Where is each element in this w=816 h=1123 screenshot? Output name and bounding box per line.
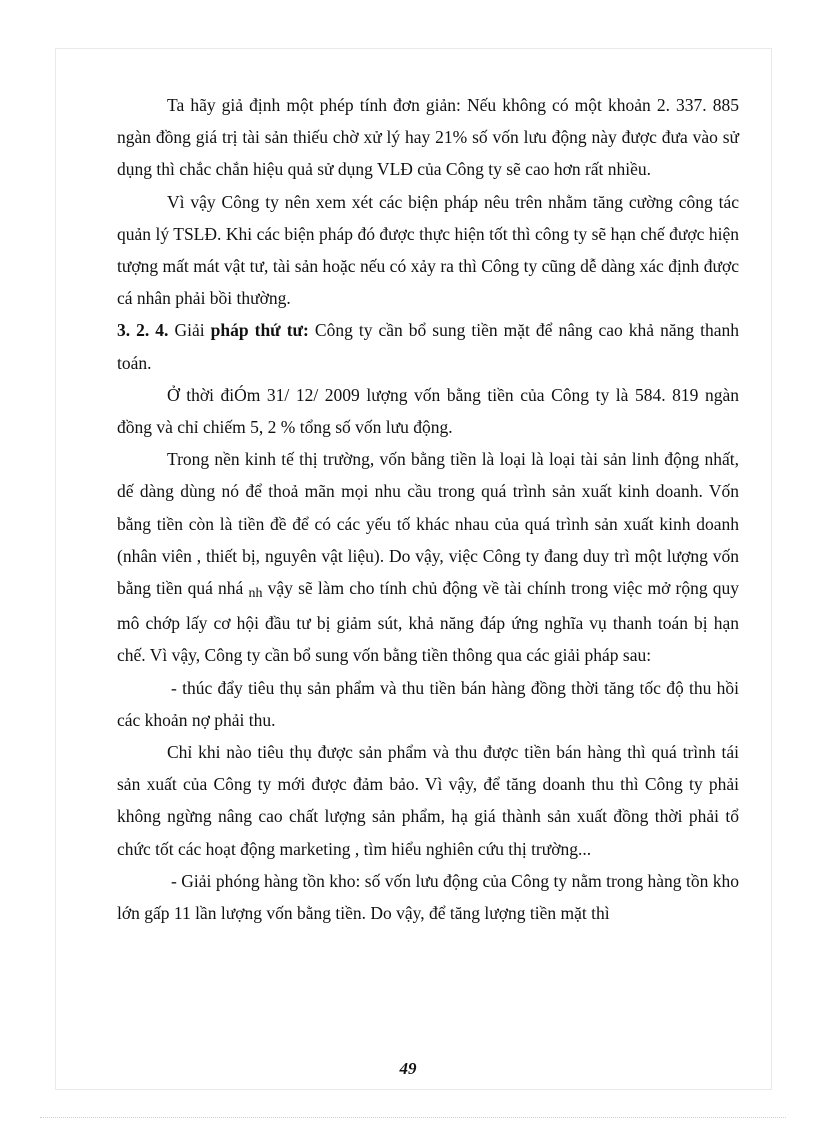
paragraph-2: Vì vậy Công ty nên xem xét các biện pháp nêu trên nhằm tăng cường công tác quản lý TSLĐ. Khi các biện pháp đó được thực hiện tốt thì công ty sẽ hạn chế được hiện tượng mất mát vật tư, tài sản hoặc nếu có xảy ra thì Công ty cũng dễ dàng xác định được cá nhân phải bồi thường. <box>117 191 739 309</box>
section-heading <box>117 314 739 378</box>
heading-number: 3. 2. 4. <box>117 320 169 341</box>
inline-small-text: nh <box>248 586 263 602</box>
paragraph-5-part-a: Trong nền kinh tế thị trường, vốn bằng tiền là loại là loại tài sản linh động nhất, dế dàng dùng nó để thoả mãn mọi nhu cầu trong quá trình sản xuất kinh doanh. Vốn bằng tiền còn là tiền đề để có các yếu tố khác nhau của quá trình sản xuất kinh doanh (nhân viên , thiết bị, nguyên vật liệu). Do vậy, việc Công ty đang duy trì một lượng vốn bằng tiền quá nhá <box>117 449 739 599</box>
bullet-1: - thúc đẩy tiêu thụ sản phẩm và thu tiền bán hàng đồng thời tăng tốc độ thu hồi các khoản nợ phải thu. <box>117 677 739 730</box>
paragraph-1: Ta hãy giả định một phép tính đơn giản: Nếu không có một khoản 2. 337. 885 ngàn đồng giá trị tài sản thiếu chờ xử lý hay 21% số vốn lưu động này được đưa vào sử dụng thì chắc chắn hiệu quả sử dụng VLĐ của Công ty sẽ cao hơn rất nhiều. <box>117 95 739 180</box>
heading-bold-label: pháp thứ tư: <box>210 320 309 341</box>
page-number: 49 <box>399 1059 417 1078</box>
heading-text: Công ty cần bổ sung tiền mặt để nâng cao khả năng thanh toán. <box>117 320 740 373</box>
bullet-2: - Giải phóng hàng tồn kho: số vốn lưu động của Công ty nằm trong hàng tồn kho lớn gấp 11 lần lượng vốn bằng tiền. Do vậy, để tăng lượng tiền mặt thì <box>117 870 739 924</box>
heading-prefix: Giải <box>174 320 205 341</box>
footer-dotted-line <box>40 1117 786 1118</box>
paragraph-4: Ở thời điÓm 31/ 12/ 2009 lượng vốn bằng tiền của Công ty là 584. 819 ngàn đồng và chỉ chiếm 5, 2 % tổng số vốn lưu động. <box>117 384 739 438</box>
paragraph-5 <box>117 443 739 671</box>
document-body <box>117 89 739 929</box>
paragraph-7: Chỉ khi nào tiêu thụ được sản phẩm và thu được tiền bán hàng thì quá trình tái sản xuất của Công ty mới được đảm bảo. Vì vậy, để tăng doanh thu thì Công ty phải không ngừng nâng cao chất lượng sản phẩm, hạ giá thành sản xuất đồng thời phải tổ chức tốt các hoạt động marketing , tìm hiểu nghiên cứu thị trường... <box>117 742 739 859</box>
paragraph-5-part-b: vậy sẽ làm cho tính chủ động về tài chính trong việc mở rộng quy mô chớp lấy cơ hội đầu tư bị giảm sút, khả năng đáp ứng nghĩa vụ thanh toán bị hạn chế. Vì vậy, Công ty cần bổ sung vốn bằng tiền thông qua các giải pháp sau: <box>117 578 740 666</box>
